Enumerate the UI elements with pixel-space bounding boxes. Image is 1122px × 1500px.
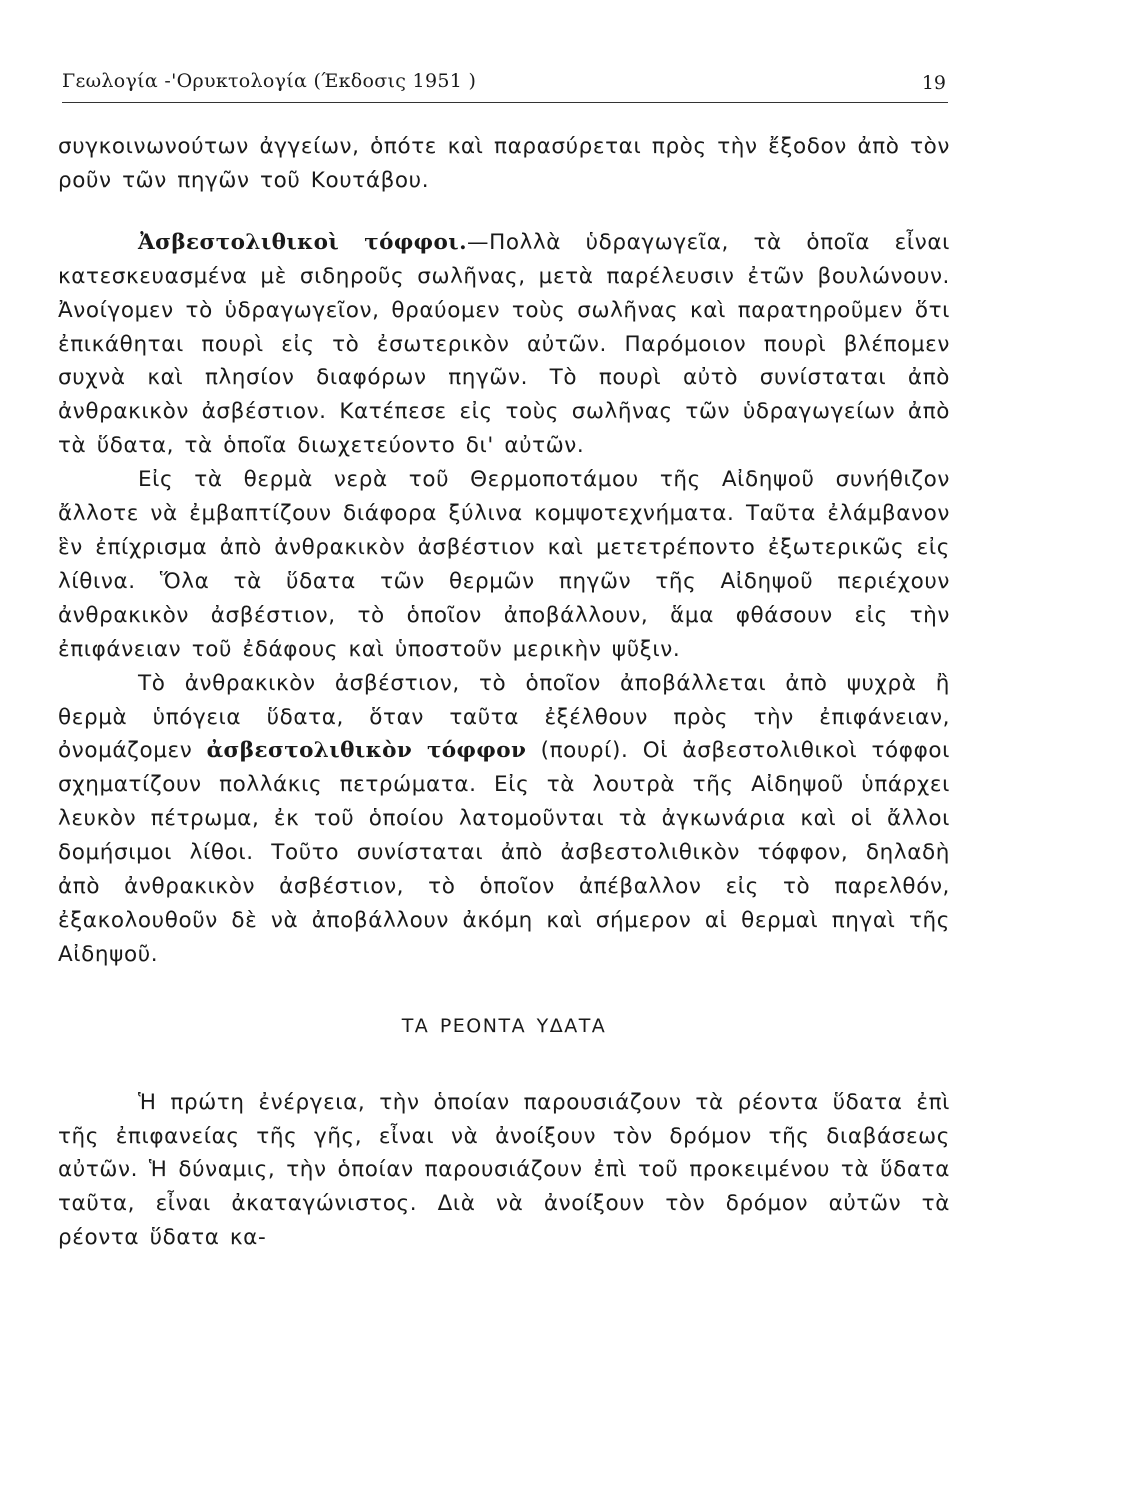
paragraph-continuation: συγκοινωνούτων ἀγγείων, ὁπότε καὶ παρασύρεται πρὸς τὴν ἔξοδον ἀπὸ τὸν ροῦν τῶν πηγῶν τοῦ Κουτάβου. [58,134,950,193]
paragraph-flowing-waters: Ἡ πρώτη ἐνέργεια, τὴν ὁποίαν παρουσιάζουν τὰ ρέοντα ὕδατα ἐπὶ τῆς ἐπιφανείας τῆς γῆς, εἶναι νὰ ἀνοίξουν τὸν δρόμον τῆς διαβάσεως αὐτῶν. Ἡ δύναμις, τὴν ὁποίαν παρουσιάζουν ἐπὶ τοῦ προκειμένου τὰ ὕδατα ταῦτα, εἶναι ἀκαταγώνιστος. Διὰ νὰ ἀνοίξουν τὸν δρόμον αὐτῶν τὰ ρέοντα ὕδατα κα- [58,1089,950,1251]
paragraph-text: Τὸ ἀνθρακικὸν ἀσβέστιον, τὸ ὁποῖον ἀποβάλλεται ἀπὸ ψυχρὰ ἢ θερμὰ ὑπόγεια ὕδατα, ὅταν ταῦτα ἐξέλθουν πρὸς τὴν ἐπιφάνειαν, ὀνομάζομεν [58,670,950,764]
body-text [58,130,950,1255]
paragraph-calcareous-tuff [58,226,950,463]
page-number: 19 [921,72,946,94]
paragraph-run-in-heading: Ἀσβεστολιθικοὶ τόφφοι. [138,229,467,255]
running-title: Γεωλογία -'Ορυκτολογία (Έκδοσις 1951 ) [62,70,477,92]
defined-term: ἀσβεστολιθικὸν τόφφον [206,738,527,764]
paragraph-text: —Πολλὰ ὑδραγωγεῖα, τὰ ὁποῖα εἶναι κατεσκευασμένα μὲ σιδηροῦς σωλῆνας, μετὰ παρέλευσιν ἐτῶν βουλώνουν. Ἀνοίγομεν τὸ ὑδραγωγεῖον, θραύομεν τοὺς σωλῆνας καὶ παρατηροῦμεν ὅτι ἐπικάθηται πουρὶ εἰς τὸ ἐσωτερικὸν αὐτῶν. Παρόμοιον πουρὶ βλέπομεν συχνὰ καὶ πλησίον διαφόρων πηγῶν. Τὸ πουρὶ αὐτὸ συνίσταται ἀπὸ ἀνθρακικὸν ἀσβέστιον. Κατέπεσε εἰς τοὺς σωλῆνας τῶν ὑδραγωγείων ἀπὸ τὰ ὕδατα, τὰ ὁποῖα διωχετεύοντο δι' αὐτῶν. [58,229,950,459]
page-header [62,68,948,103]
section-heading: ΤΑ ΡΕΟΝΤΑ ΥΔΑΤΑ [401,1014,607,1037]
paragraph-text: (πουρί). Οἱ ἀσβεστολιθικοὶ τόφφοι σχηματίζουν πολλάκις πετρώματα. Εἰς τὰ λουτρὰ τῆς Αἰδηψοῦ ὑπάρχει λευκὸν πέτρωμα, ἐκ τοῦ ὁποίου λατομοῦνται τὰ ἀγκωνάρια καὶ οἱ ἄλλοι δομήσιμοι λίθοι. Τοῦτο συνίσταται ἀπὸ ἀσβεστολιθικὸν τόφφον, δηλαδὴ ἀπὸ ἀνθρακικὸν ἀσβέστιον, τὸ ὁποῖον ἀπέβαλλον εἰς τὸ παρελθόν, ἐξακολουθοῦν δὲ νὰ ἀποβάλλουν ἀκόμη καὶ σήμερον αἱ θερμαὶ πηγαὶ τῆς Αἰδηψοῦ. [58,738,950,967]
paragraph-thermopotamos: Εἰς τὰ θερμὰ νερὰ τοῦ Θερμοποτάμου τῆς Αἰδηψοῦ συνήθιζον ἄλλοτε νὰ ἐμβαπτίζουν διάφορα ξύλινα κομψοτεχνήματα. Ταῦτα ἐλάμβανον ἓν ἐπίχρισμα ἀπὸ ἀνθρακικὸν ἀσβέστιον καὶ μετετρέποντο ἐξωτερικῶς εἰς λίθινα. Ὅλα τὰ ὕδατα τῶν θερμῶν πηγῶν τῆς Αἰδηψοῦ περιέχουν ἀνθρακικὸν ἀσβέστιον, τὸ ὁποῖον ἀποβάλλουν, ἅμα φθάσουν εἰς τὴν ἐπιφάνειαν τοῦ ἐδάφους καὶ ὑποστοῦν μερικὴν ψῦξιν. [58,467,950,662]
paragraph-definition [58,667,950,972]
